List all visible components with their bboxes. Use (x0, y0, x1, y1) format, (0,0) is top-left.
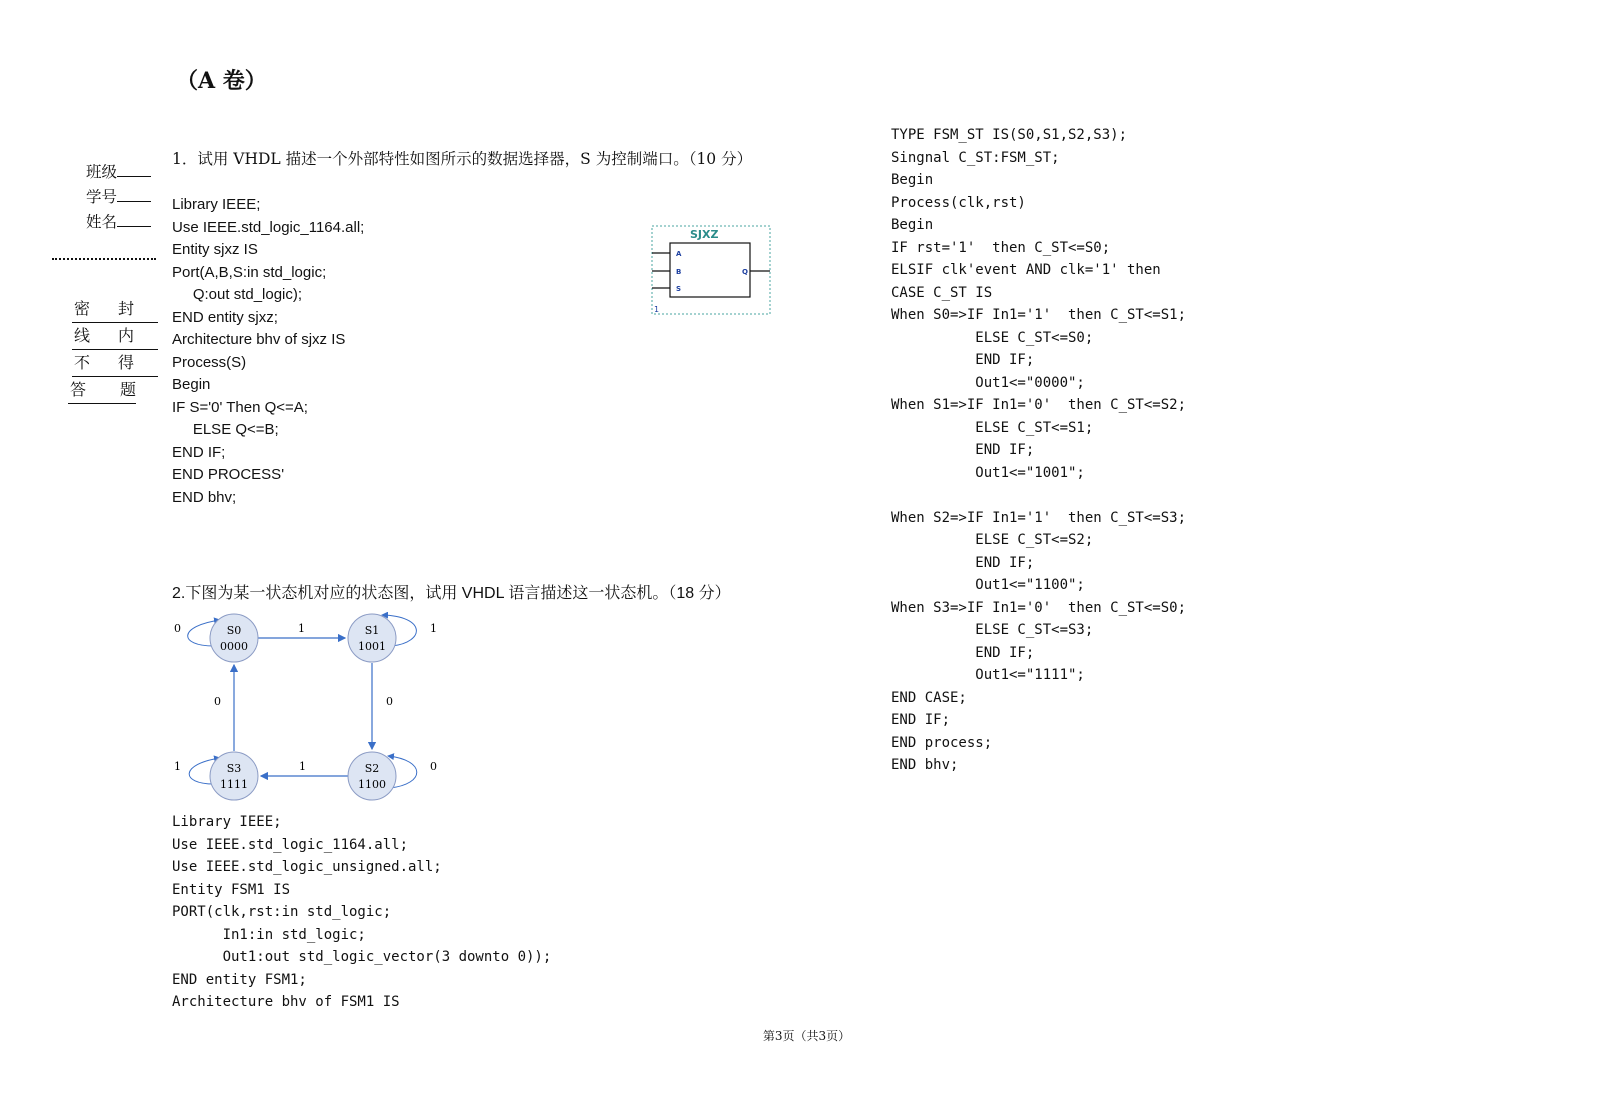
code-line: Port(A,B,S:in std_logic; (172, 263, 327, 281)
page-footer: 第3页（共3页） (762, 1029, 851, 1043)
code-line: When S3=>IF In1='0' then C_ST<=S0; (891, 599, 1187, 616)
margin-field-name: 姓名 (86, 210, 151, 235)
code-line: Library IEEE; (172, 196, 261, 213)
code-line: ELSE Q<=B; (172, 421, 279, 438)
code-line: END IF; (891, 644, 1035, 661)
svg-text:S2: S2 (364, 762, 380, 775)
question-2-prompt: 2.下图为某一状态机对应的状态图，试用 VHDL 语言描述这一状态机。（18 分） (172, 585, 731, 602)
question-1-prompt: 1．试用 VHDL 描述一个外部特性如图所示的数据选择器，S 为控制端口。（10 分） (172, 150, 753, 168)
svg-text:1100: 1100 (358, 778, 386, 791)
input-s-label: S (676, 285, 682, 293)
transition-label-s1-s2: 0 (386, 695, 393, 708)
code-line: ELSE C_ST<=S1; (891, 419, 1094, 436)
code-line: END entity FSM1; (172, 971, 307, 988)
state-s1 (348, 614, 396, 662)
code-line: Process(S) (172, 353, 247, 371)
code-line: END CASE; (891, 689, 967, 706)
state-s0 (210, 614, 258, 662)
code-line: Architecture bhv of FSM1 IS (172, 994, 400, 1010)
transition-label-s3-s0: 0 (214, 695, 221, 708)
code-line: Out1<="1100"; (891, 577, 1085, 593)
code-line: ELSE C_ST<=S0; (891, 329, 1094, 346)
state-diagram (168, 612, 450, 808)
code-line: Out1<="1111"; (891, 667, 1085, 683)
code-line (891, 484, 1186, 507)
input-a-label: A (676, 250, 682, 258)
self-loop-label-s3: 1 (174, 760, 181, 773)
code-line: END IF; (891, 712, 951, 728)
code-line: When S2=>IF In1='1' then C_ST<=S3; (891, 509, 1187, 526)
svg-text:0000: 0000 (220, 640, 248, 653)
code-line: ELSIF clk'event AND clk='1' then (891, 262, 1161, 278)
input-b-label: B (676, 268, 682, 276)
code-line: TYPE FSM_ST IS(S0,S1,S2,S3); (891, 127, 1128, 143)
svg-text:S0: S0 (226, 624, 242, 637)
seal-line-2: 线 内 (72, 323, 158, 350)
code-line: In1:in std_logic; (172, 926, 366, 943)
svg-text:1001: 1001 (358, 640, 386, 653)
state-s3 (210, 752, 258, 800)
code-line: END IF; (891, 554, 1035, 571)
code-line: Use IEEE.std_logic_1164.all; (172, 218, 365, 236)
code-line: Q:out std_logic); (172, 286, 303, 303)
block-name: SJXZ (690, 228, 719, 241)
code-line: ELSE C_ST<=S2; (891, 532, 1094, 548)
question-2-code-part1 (172, 811, 551, 1014)
self-loop-label-s1: 1 (430, 622, 437, 635)
code-line: Out1<="0000"; (891, 374, 1085, 391)
code-line: Process(clk,rst) (891, 194, 1026, 211)
transition-label-s2-s3: 1 (299, 760, 306, 773)
output-q-label: Q (742, 268, 748, 276)
code-line: Entity sjxz IS (172, 241, 258, 258)
margin-field-class: 班级 (86, 160, 151, 185)
code-line: Use IEEE.std_logic_1164.all; (172, 836, 409, 853)
code-line: IF S='0' Then Q<=A; (172, 398, 308, 416)
code-line: IF rst='1' then C_ST<=S0; (891, 239, 1111, 256)
seal-line-4: 答 题 (68, 377, 136, 404)
page-title: （A 卷） (176, 68, 267, 94)
code-line: Begin (172, 376, 211, 393)
question-2-code-part2 (891, 124, 1186, 777)
code-line: END bhv; (891, 757, 959, 773)
dotted-divider (52, 258, 156, 260)
code-line: Singnal C_ST:FSM_ST; (891, 149, 1060, 166)
code-line: Use IEEE.std_logic_unsigned.all; (172, 859, 442, 875)
code-line: END IF; (891, 442, 1035, 458)
code-line: END process; (891, 734, 993, 751)
code-line: ELSE C_ST<=S3; (891, 622, 1094, 638)
code-line: Begin (891, 172, 934, 188)
code-line: END entity sjxz; (172, 308, 278, 326)
code-line: Out1<="1001"; (891, 464, 1085, 481)
transition-label-s0-s1: 1 (298, 622, 305, 635)
seal-line-1: 密 封 (72, 296, 158, 323)
svg-text:S3: S3 (226, 762, 242, 775)
self-loop-label-s2: 0 (430, 760, 437, 773)
margin-field-id: 学号 (86, 185, 151, 210)
code-line: END bhv; (172, 488, 237, 506)
code-line: When S0=>IF In1='1' then C_ST<=S1; (891, 307, 1187, 323)
code-line: Architecture bhv of sjxz IS (172, 331, 346, 348)
margin-fields (86, 160, 151, 235)
code-line: END IF; (891, 352, 1035, 368)
code-line: Out1:out std_logic_vector(3 downto 0)); (172, 949, 552, 965)
svg-text:S1: S1 (364, 624, 380, 637)
svg-text:1111: 1111 (220, 778, 248, 791)
code-line: END IF; (172, 443, 226, 461)
block-index: 1 (654, 305, 660, 314)
code-line: Library IEEE; (172, 814, 282, 830)
code-line: CASE C_ST IS (891, 284, 993, 301)
seal-lines (72, 296, 158, 404)
seal-line-3: 不 得 (72, 350, 158, 377)
question-1-code (172, 194, 364, 509)
state-s2 (348, 752, 396, 800)
code-line: PORT(clk,rst:in std_logic; (172, 904, 392, 920)
code-line: Begin (891, 217, 934, 233)
code-line: Entity FSM1 IS (172, 881, 291, 898)
self-loop-label-s0: 0 (174, 622, 181, 635)
code-line: When S1=>IF In1='0' then C_ST<=S2; (891, 397, 1187, 413)
sjxz-block-diagram (650, 224, 774, 318)
block-body (670, 243, 750, 297)
code-line: END PROCESS' (172, 466, 285, 483)
